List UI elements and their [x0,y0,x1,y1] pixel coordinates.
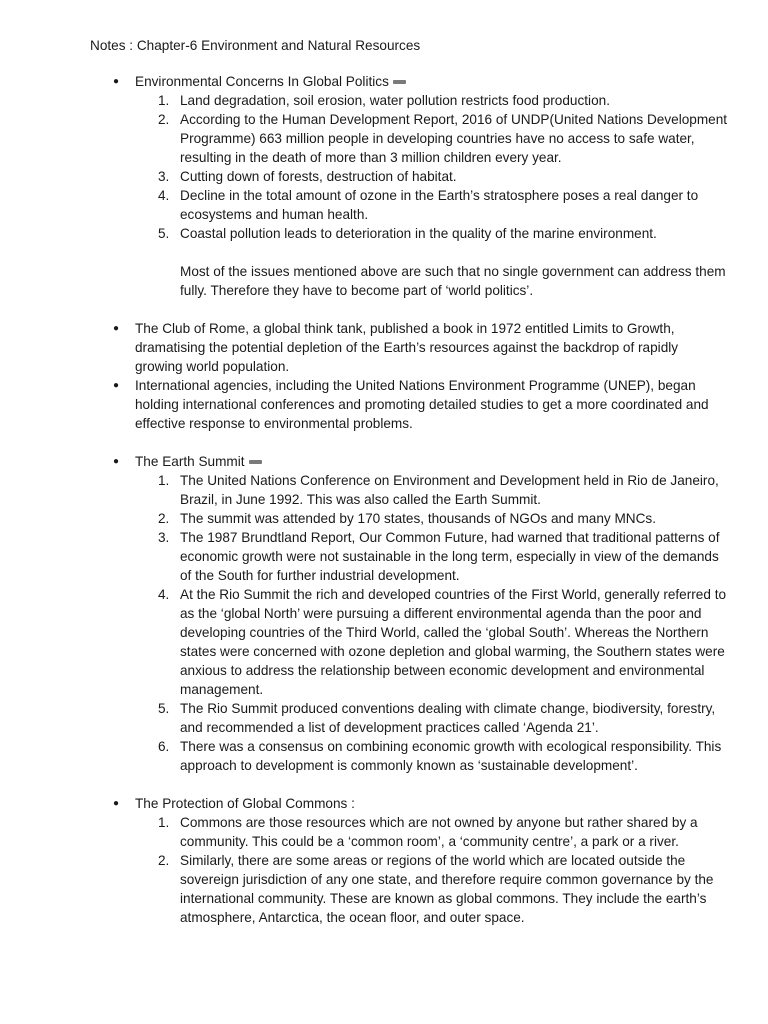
section-bullets [90,319,728,433]
list-item: 2. The summit was attended by 170 states, thousands of NGOs and many MNCs. [158,511,657,526]
list-item: 1. Land degradation, soil erosion, water pollution restricts food production. [158,93,610,108]
numbered-list [90,91,728,243]
section-heading: Environmental Concerns In Global Politics [135,74,389,89]
list-item: 3. The 1987 Brundtland Report, Our Common Future, had warned that traditional patterns of economic growth were not sustainable in the long term, especially in view of the demands of the South for further industrial development. [158,530,720,583]
numbered-list [90,471,728,775]
section-heading: The Earth Summit [135,454,245,469]
list-item: 2. Similarly, there are some areas or regions of the world which are located outside the sovereign jurisdiction of any one state, and therefore require common governance by the international community. These are known as global commons. They include the earth’s atmosphere, Antarctica, the ocean floor, and outer space. [158,853,714,925]
dash-icon [393,80,406,84]
dash-icon [249,460,262,464]
section-heading: The Protection of Global Commons : [135,796,355,811]
bullet-heading [90,794,728,813]
bullet-paragraph: ● International agencies, including the United Nations Environment Programme (UNEP), began holding international conferences and promoting detailed studies to get a more coordinated and effective response to environmental problems. [90,376,728,433]
list-item: 6. There was a consensus on combining economic growth with ecological responsibility. This approach to development is commonly known as ‘sustainable development’. [158,739,722,773]
list-item: 4. Decline in the total amount of ozone in the Earth’s stratosphere poses a real danger to ecosystems and human health. [158,188,699,222]
document-title: Notes : Chapter-6 Environment and Natural Resources [90,38,421,53]
bullet-heading [90,72,728,91]
section-global-commons [90,794,728,927]
list-item: 1. Commons are those resources which are not owned by anyone but rather shared by a community. This could be a ‘common room’, a ‘community centre’, a park or a river. [158,815,698,849]
list-item: 1. The United Nations Conference on Environment and Development held in Rio de Janeiro, Brazil, in June 1992. This was also called the Earth Summit. [158,473,719,507]
list-item: 5. Coastal pollution leads to deterioration in the quality of the marine environment. [158,226,657,241]
bullet-heading [90,452,728,471]
numbered-list [90,813,728,927]
list-item: 4. At the Rio Summit the rich and developed countries of the First World, generally referred to as the ‘global North’ were pursuing a different environmental agenda than the poor and developing countries of the Third World, called the ‘global South’. Whereas the Northern states were concerned with ozone depletion and global warming, the Southern states were anxious to address the relationship between economic development and environmental management. [158,587,727,697]
list-item: 5. The Rio Summit produced conventions dealing with climate change, biodiversity, forestry, and recommended a list of development practices called ‘Agenda 21’. [158,701,716,735]
list-item: 3. Cutting down of forests, destruction of habitat. [158,169,457,184]
section-environmental-concerns [90,72,728,300]
bullet-paragraph: ● The Club of Rome, a global think tank, published a book in 1972 entitled Limits to Growth, dramatising the potential depletion of the Earth’s resources against the backdrop of rapidly growing world population. [90,319,728,376]
section-earth-summit [90,452,728,775]
list-item: 2. According to the Human Development Report, 2016 of UNDP(United Nations Development Programme) 663 million people in developing countries have no access to safe water, resulting in the death of more than 3 million children every year. [158,112,728,165]
section-note: Most of the issues mentioned above are such that no single government can address them fully. Therefore they have to become part of ‘world politics’. [180,264,726,298]
